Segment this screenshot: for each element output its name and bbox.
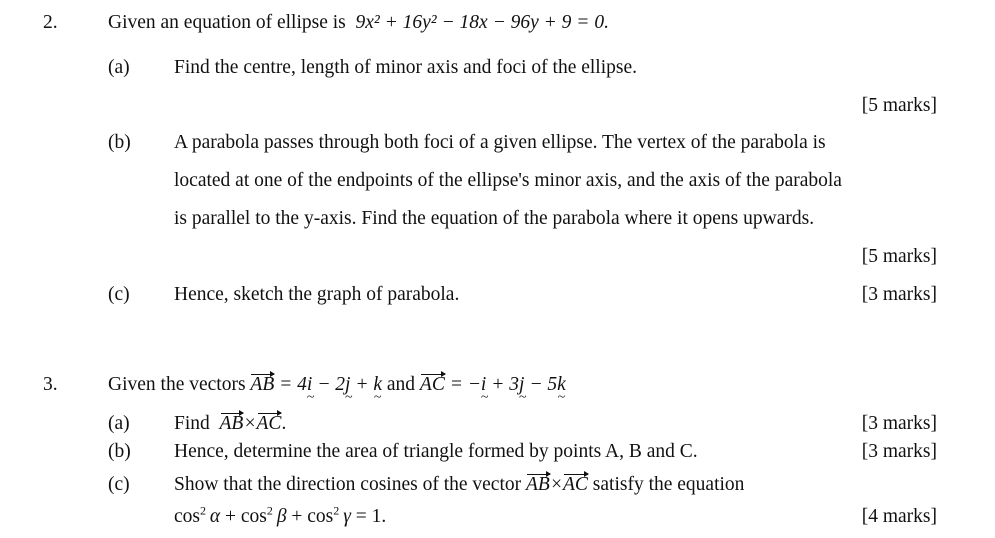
question-3-stem: Given the vectors AB = 4i ~ − 2j ~ + k ~ and AC = −i ~ + 3j ~ − 5k ~ [108,373,566,397]
question-2-number: 2. [43,12,58,33]
q3-part-a-marks: [3 marks] [861,413,937,434]
cross-product-ab-ac-inline: AB×AC [526,474,588,495]
question-3-stem-text: Given the vectors [108,374,246,395]
q2-part-c-label: (c) [108,284,130,305]
q2-part-a-label: (a) [108,57,130,78]
q3-part-b-marks: [3 marks] [861,441,937,462]
question-2-equation: 9x² + 16y² − 18x − 96y + 9 = 0. [355,12,609,33]
q3-part-c-text: Show that the direction cosines of the vector [174,474,522,495]
q2-part-b-line-3: is parallel to the y-axis. Find the equation of the parabola where it opens upwards. [174,208,815,229]
q3-part-c-line-1 [174,473,744,497]
vector-ab-definition: AB = 4i ~ − 2j ~ + k ~ [250,374,382,395]
q2-part-a-text: Find the centre, length of minor axis and foci of the ellipse. [174,57,638,78]
question-3-number: 3. [43,374,58,395]
q2-part-c-text: Hence, sketch the graph of parabola. [174,284,460,305]
q3-part-a-label: (a) [108,413,130,434]
q3-part-c-text-end: satisfy the equation [592,474,745,495]
q2-part-a-marks: [5 marks] [861,95,937,116]
question-2-stem-text: Given an equation of ellipse is [108,12,346,33]
q3-part-b-text: Hence, determine the area of triangle formed by points A, B and C. [174,441,698,462]
question-2-stem [108,11,609,35]
q2-part-c-marks: [3 marks] [861,284,937,305]
q3-part-b-label: (b) [108,441,131,462]
q2-part-b-label: (b) [108,132,131,153]
vector-ac-definition: AC = −i ~ + 3j ~ − 5k ~ [420,374,566,395]
q2-part-b-marks: [5 marks] [861,246,937,267]
q2-part-b-line-1: A parabola passes through both foci of a given ellipse. The vertex of the parabola is [174,132,826,153]
cross-product-ab-ac: AB×AC. [219,413,287,434]
q3-part-a-text [174,412,286,436]
q3-part-a-word: Find [174,413,210,434]
q2-part-b-line-2: located at one of the endpoints of the ellipse's minor axis, and the axis of the parabola [174,170,842,191]
q3-part-c-marks: [4 marks] [861,506,937,527]
direction-cosines-equation: $\cos^2 \alpha + \cos^2 \beta + \cos^2 \gamma = 1$. [174,503,387,527]
q3-part-c-label: (c) [108,474,130,495]
